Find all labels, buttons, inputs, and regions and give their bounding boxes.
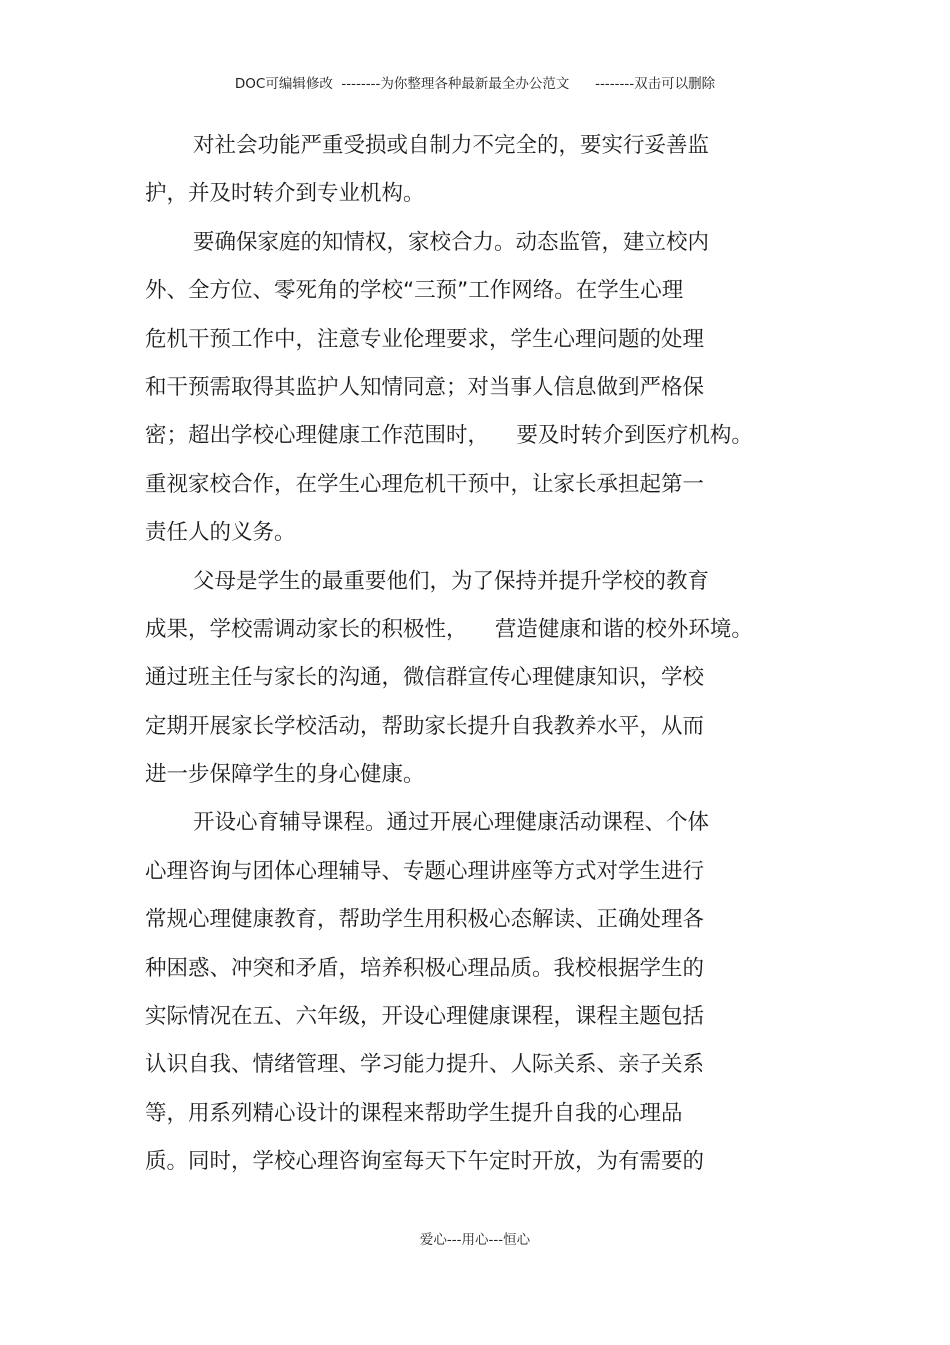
text-line: 进一步保障学生的身心健康。: [145, 762, 425, 788]
text-line: 通过班主任与家长的沟通，微信群宣传心理健康知识，学校: [145, 665, 705, 691]
text-line: 护，并及时转介到专业机构。: [145, 181, 425, 207]
text-line: 心理咨询与团体心理辅导、专题心理讲座等方式对学生进行: [145, 858, 705, 884]
paragraph: [145, 799, 805, 1186]
text-line: 实际情况在五、六年级，开设心理健康课程，课程主题包括: [145, 1004, 705, 1030]
text-line: 密；超出学校心理健康工作范围时， 要及时转介到医疗机构。: [145, 423, 753, 449]
text-line: 父母是学生的最重要他们，为了保持并提升学校的教育: [193, 568, 710, 594]
text-line: 种困惑、冲突和矛盾，培养积极心理品质。我校根据学生的: [145, 955, 705, 981]
page-footer: 爱心---用心---恒心: [419, 1232, 531, 1248]
text-line: 和干预需取得其监护人知情同意；对当事人信息做到严格保: [145, 374, 705, 400]
text-line: 开设心育辅导课程。通过开展心理健康活动课程、个体: [193, 810, 710, 836]
text-line: 定期开展家长学校活动，帮助家长提升自我教养水平，从而: [145, 713, 705, 739]
text-line: 对社会功能严重受损或自制力不完全的，要实行妥善监: [193, 133, 710, 158]
text-line: 危机干预工作中，注意专业伦理要求，学生心理问题的处理: [145, 326, 705, 352]
text-line: 重视家校合作，在学生心理危机干预中，让家长承担起第一: [145, 471, 705, 497]
text-line: 成果，学校需调动家长的积极性， 营造健康和谐的校外环境。: [145, 616, 753, 642]
text-line: 质。同时，学校心理咨询室每天下午定时开放，为有需要的: [145, 1149, 705, 1175]
text-line: 责任人的义务。: [145, 520, 296, 546]
text-line: 等，用系列精心设计的课程来帮助学生提升自我的心理品: [145, 1100, 683, 1126]
text-line: 外、全方位、零死角的学校“三预”工作网络。在学生心理: [145, 278, 684, 304]
document-body: [145, 122, 805, 1187]
text-line: 常规心理健康教育，帮助学生用积极心态解读、正确处理各: [145, 907, 705, 933]
text-line: 要确保家庭的知情权，家校合力。动态监管，建立校内: [193, 229, 710, 255]
paragraph: [145, 122, 805, 219]
paragraph: [145, 558, 805, 800]
page-header: DOC可编辑修改 --------为你整理各种最新最全办公范文 --------双击可以删除: [234, 76, 716, 92]
paragraph: [145, 219, 805, 558]
text-line: 认识自我、情绪管理、学习能力提升、人际关系、亲子关系: [145, 1052, 705, 1078]
